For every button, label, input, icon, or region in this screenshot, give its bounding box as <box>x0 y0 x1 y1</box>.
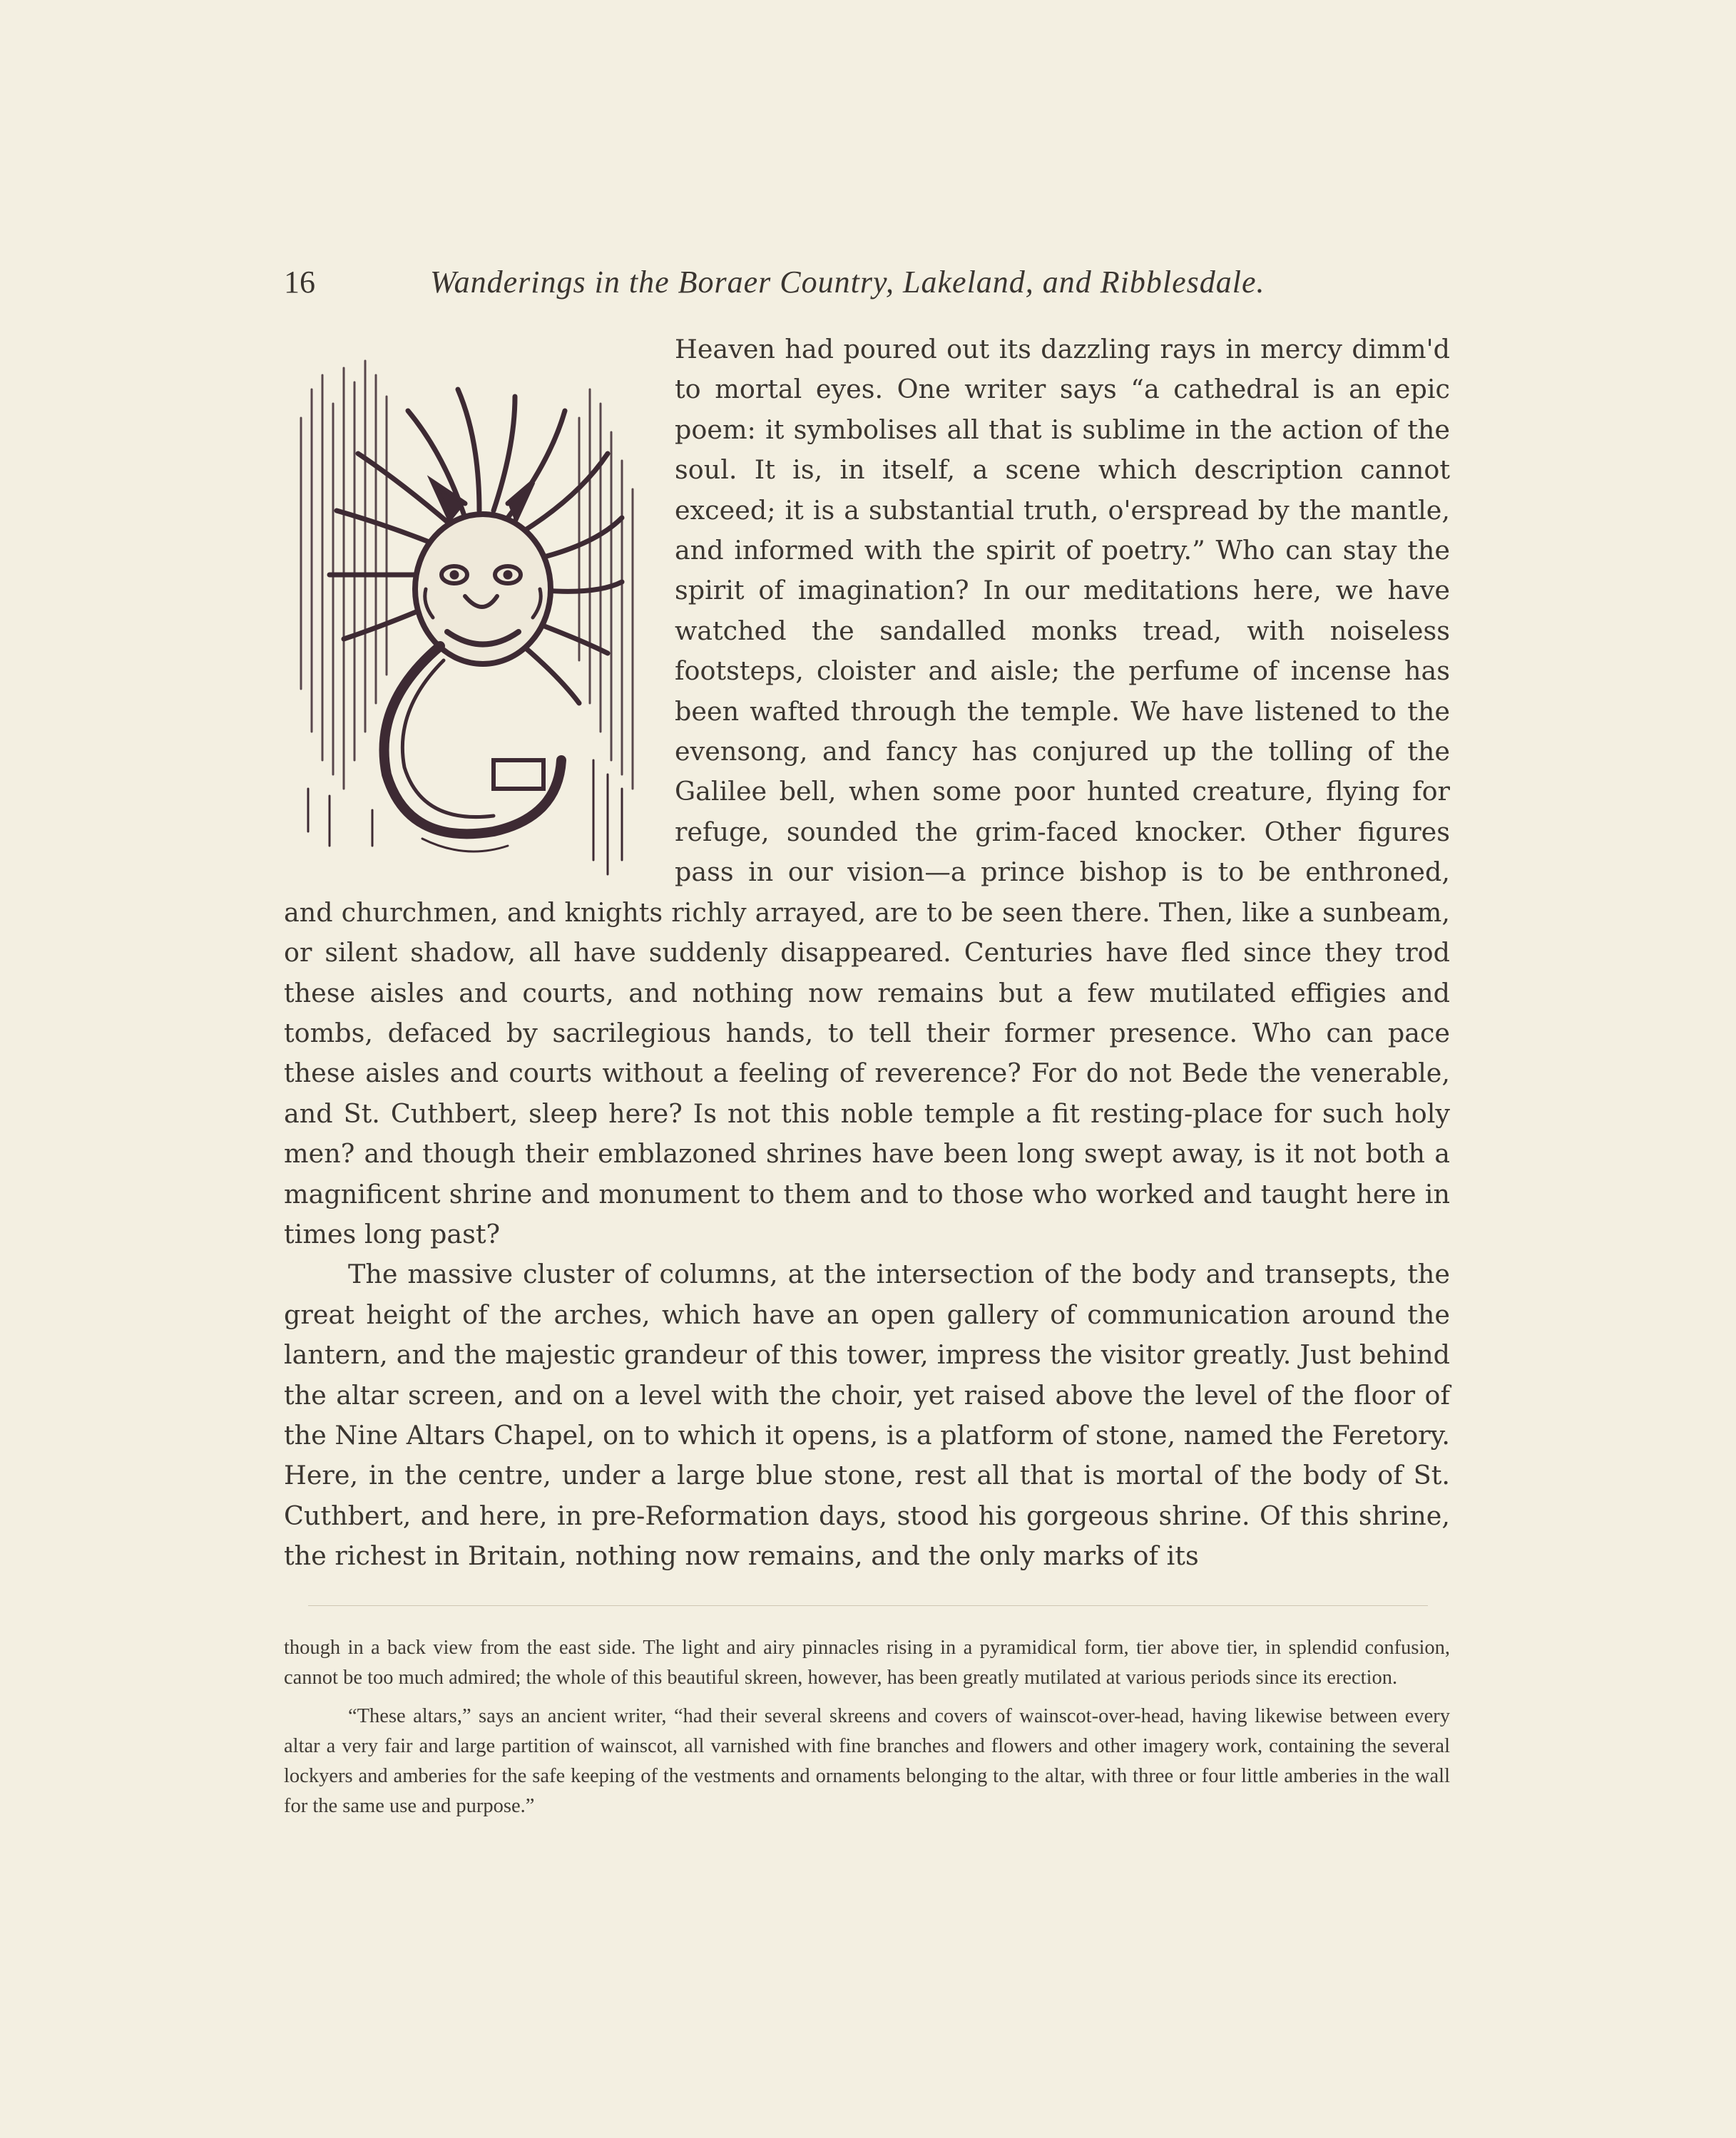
body-text <box>284 329 1450 1577</box>
paragraph-2: The massive cluster of columns, at the intersection of the body and transepts, the great height of the arches, which have an open gallery of communication around the lantern, and the majestic grandeur of this tower, impress the visitor greatly. Just behind the altar screen, and on a level with the choir, yet raised above the level of the floor of the Nine Altars Chapel, on to which it opens, is a platform of stone, named the Feretory. Here, in the centre, under a large blue stone, rest all that is mortal of the body of St. Cuthbert, and here, in pre-Reformation days, stood his gorgeous shrine. Of this shrine, the richest in Britain, nothing now remains, and the only marks of its <box>284 1259 1450 1572</box>
page-number: 16 <box>284 265 315 300</box>
footnote-1: though in a back view from the east side. The light and airy pinnacles rising in a pyramidical form, tier above tier, in splendid confusion, cannot be too much admired; the whole of this beautiful skreen, however, has been greatly mutilated at various periods since its erection. <box>284 1637 1450 1689</box>
paragraph-1-text: Heaven had poured out its dazzling rays in mercy dimm'd to mortal eyes. One writer says “a cathedral is an epic poem: it symbolises all that is sublime in the action of the soul. It is, in itself, a scene which description cannot exceed; it is a substantial truth, o'erspread by the mantle, and informed with the spirit of poetry.” Who can stay the spirit of imagination? In our meditations here, we have watched the sandalled monks tread, with noiseless footsteps, cloister and aisle; the perfume of incense has been wafted through the temple. We have listened to the evensong, and fancy has conjured up the tolling of the Galilee bell, when some poor hunted creature, flying for refuge, sounded the grim-faced knocker. Other figures pass in our vision—a prince bishop is to be enthroned, and churchmen, and knights richly arrayed, are to be seen there. Then, like a sunbeam, or silent shadow, all have suddenly disappeared. Centuries have fled since they trod these aisles and courts, and nothing now remains but a few mutilated effigies and tombs, defaced by sacrilegious hands, to tell their former presence. Who can pace these aisles and courts without a feeling of reverence? For do not Bede the venerable, and St. Cuthbert, sleep here? Is not this noble temple a fit resting-place for such holy men? and though their emblazoned shrines have been long swept away, is it not both a magnificent shrine and monument to them and to those who worked and taught here in times long past? <box>284 334 1450 1249</box>
footnote-2: “These altars,” says an ancient writer, “had their several skreens and covers of wainscot-over-head, having likewise between every altar a very fair and large partition of wainscot, all varnished with fine branches and flowers and other imagery work, containing the several lockyers and amberies for the safe keeping of the vestments and ornaments belonging to the altar, with three or four little amberies in the wall for the same use and purpose.” <box>284 1705 1450 1817</box>
running-head <box>284 264 1450 307</box>
paragraph-1 <box>284 329 1450 1254</box>
running-title: Wanderings in the Boraer Country, Lakeland, and Ribblesdale. <box>430 265 1265 300</box>
footnote-divider <box>308 1605 1428 1606</box>
footnotes <box>284 1633 1450 1830</box>
sanctuary-knocker-icon <box>280 332 650 889</box>
